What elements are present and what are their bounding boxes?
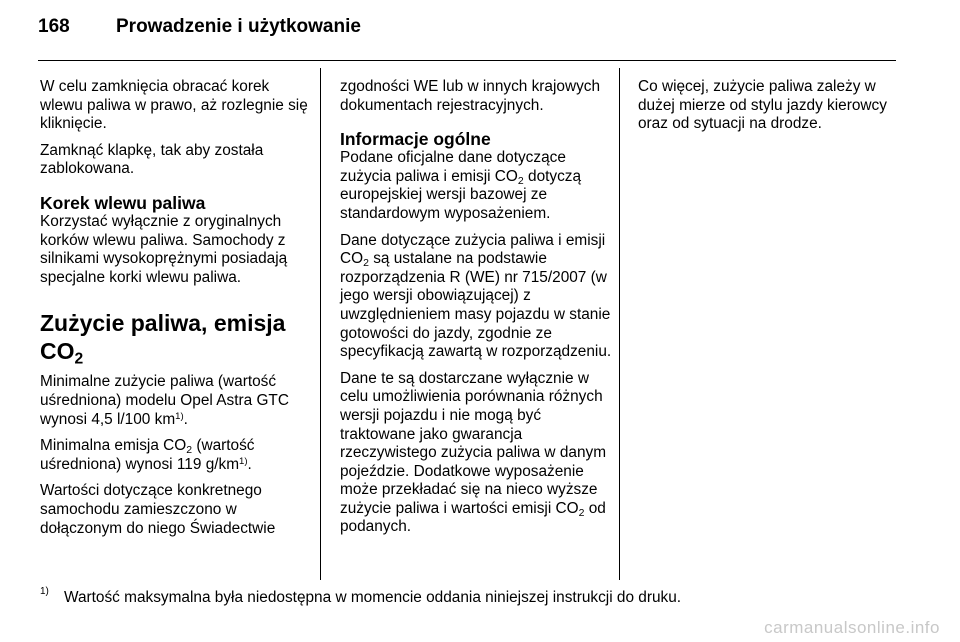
footnote-mark: 1) [40, 586, 49, 597]
paragraph: Dane dotyczące zużycia paliwa i emisji $CO_2$ są ustalane na podstawie rozporządzenia R (WE) nr 715/2007 (w jego wersji obowiązującej) z uwzględnieniem masy pojazdu w stanie gotowości do jazdy, zgodnie ze specyfikacją zawartą w rozporządzeniu. [340, 231, 612, 361]
paragraph: Co więcej, zużycie paliwa zależy w dużej mierze od stylu jazdy kierowcy oraz od sytuacji na drodze. [638, 78, 887, 133]
chapter-heading: Zużycie paliwa, emisja $CO_2$ [40, 310, 286, 369]
page-header [38, 16, 361, 46]
section-heading: Informacje ogólne [340, 129, 491, 150]
paragraph: zgodności WE lub w innych krajowych dokumentach rejestracyjnych. [340, 78, 601, 114]
watermark: carmanualsonline.info [764, 618, 940, 637]
section-heading: Korek wlewu paliwa [40, 192, 206, 213]
footnote-text: Wartość maksymalna była niedostępna w momencie oddania niniejszej instrukcji do druku. [64, 589, 682, 606]
paragraph: Korzystać wyłącznie z oryginalnych korków wlewu paliwa. Samochody z silnikami wysokoprężnymi posiadają specjalne korki wlewu paliwa. [40, 212, 288, 286]
header-rule [38, 60, 896, 61]
paragraph: Zamknąć klapkę, tak aby została zablokowana. [40, 141, 264, 178]
paragraph: Minimalne zużycie paliwa (wartość uśredniona) modelu Opel Astra GTC wynosi 4,5 l/100 $km^{1)}$. [40, 373, 289, 428]
paragraph: Podane oficjalne dane dotyczące zużycia paliwa i emisji $CO_2$ dotyczą europejskiej wersji bazowej ze standardowym wyposażeniem. [340, 149, 582, 222]
page-number: 168 [38, 16, 70, 37]
column-2 [340, 78, 612, 545]
column-divider [619, 68, 620, 580]
footnote-ref: 1) [175, 410, 184, 422]
paragraph: W celu zamknięcia obracać korek wlewu paliwa w prawo, aż rozlegnie się kliknięcie. [40, 78, 308, 133]
footnote-ref: 1) [239, 455, 248, 467]
page-title: Prowadzenie i użytkowanie [116, 16, 361, 37]
paragraph: Minimalna emisja $CO_2$ (wartość uśredniona) wynosi 119 $g/km^{1)}$. [40, 437, 255, 473]
footnote [40, 586, 682, 607]
column-3 [638, 78, 910, 142]
column-1 [40, 78, 312, 546]
column-divider [320, 68, 321, 580]
paragraph: Dane te są dostarczane wyłącznie w celu umożliwienia porównania różnych wersji pojazdu i nie mogą być traktowane jako gwarancja rzeczywistego zużycia paliwa w danym pojeździe. Dodatkowe wyposażenie może przekładać się na nieco wyższe zużycie paliwa i wartości emisji $CO_2$ od podanych. [340, 369, 607, 536]
paragraph: Wartości dotyczące konkretnego samochodu zamieszczono w dołączonym do niego Świadectwie [40, 482, 276, 537]
